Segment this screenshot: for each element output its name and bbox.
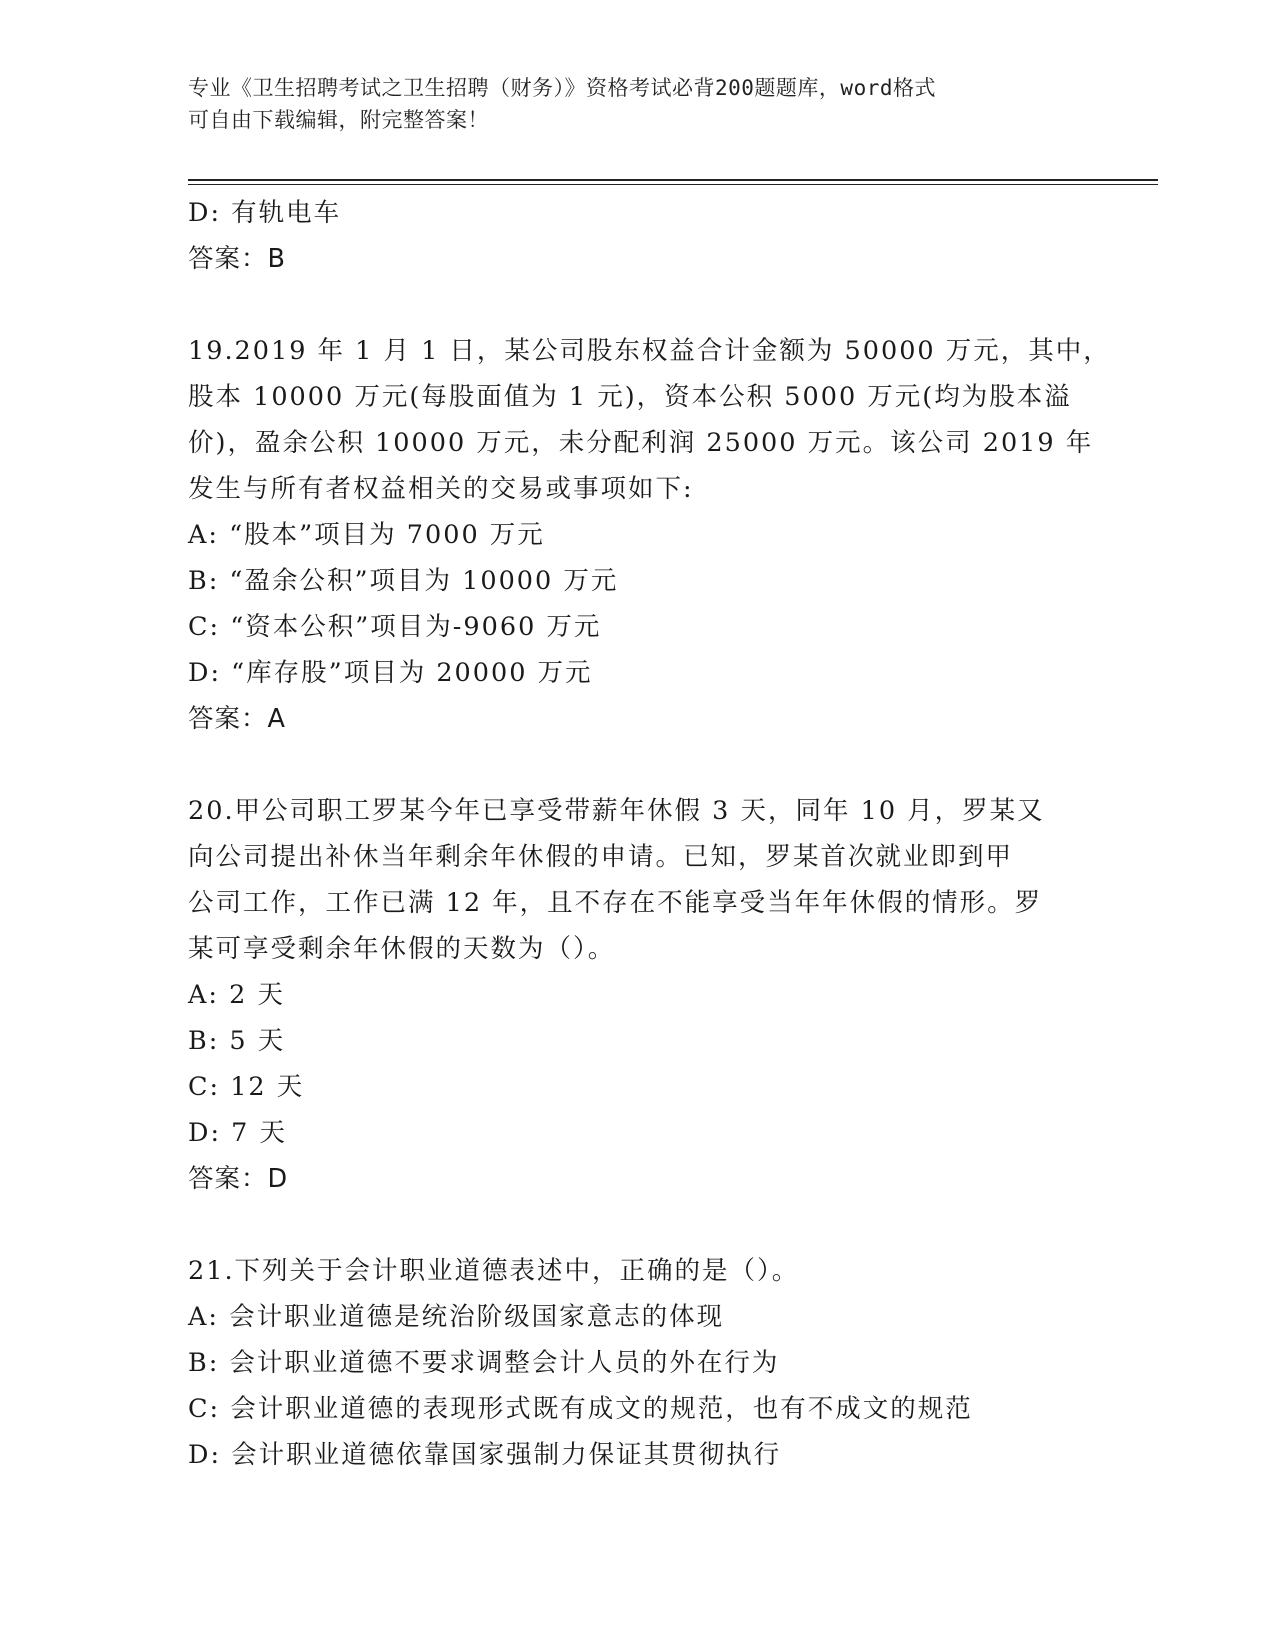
question-text-line: 股本 10000 万元(每股面值为 1 元)，资本公积 5000 万元(均为股本溢 — [188, 382, 1072, 412]
question-20 — [188, 788, 1088, 1202]
option-c: C: “资本公积”项目为-9060 万元 — [188, 612, 602, 642]
header-rule-thin — [188, 184, 1158, 185]
option-b: B: “盈余公积”项目为 10000 万元 — [188, 566, 619, 596]
question-19 — [188, 328, 1111, 742]
question-text-line: 20.甲公司职工罗某今年已享受带薪年休假 3 天，同年 10 月，罗某又 — [188, 796, 1045, 826]
question-text-line: 21.下列关于会计职业道德表述中，正确的是（）。 — [188, 1256, 800, 1286]
option-a: A: 会计职业道德是统治阶级国家意志的体现 — [188, 1302, 725, 1332]
option-d: D: 有轨电车 — [188, 198, 342, 228]
question-text-line: 向公司提出补休当年剩余年休假的申请。已知，罗某首次就业即到甲 — [188, 842, 1014, 872]
answer-label: 答案：B — [188, 244, 286, 274]
question-21 — [188, 1248, 1088, 1478]
option-b: B: 5 天 — [188, 1026, 286, 1056]
option-b: B: 会计职业道德不要求调整会计人员的外在行为 — [188, 1348, 780, 1378]
answer-label: 答案：A — [188, 704, 286, 734]
option-a: A: 2 天 — [188, 980, 285, 1010]
option-c: C: 会计职业道德的表现形式既有成文的规范，也有不成文的规范 — [188, 1394, 973, 1424]
answer-label: 答案：D — [188, 1164, 289, 1194]
question-text-line: 某可享受剩余年休假的天数为（）。 — [188, 934, 616, 964]
option-d: D: 会计职业道德依靠国家强制力保证其贯彻执行 — [188, 1440, 782, 1470]
header-line-2: 可自由下载编辑，附完整答案！ — [188, 108, 489, 132]
question-text-line: 19.2019 年 1 月 1 日，某公司股东权益合计金额为 50000 万元，其中， — [188, 336, 1111, 366]
header-rule-thick — [188, 179, 1158, 181]
question-text-line: 公司工作，工作已满 12 年，且不存在不能享受当年年休假的情形。罗 — [188, 888, 1043, 918]
option-d: D: 7 天 — [188, 1118, 287, 1148]
question-text-line: 价)，盈余公积 10000 万元，未分配利润 25000 万元。该公司 2019 年 — [188, 428, 1094, 458]
document-header — [188, 72, 1088, 136]
header-line-1: 专业《卫生招聘考试之卫生招聘（财务）》资格考试必背200题题库，word格式 — [188, 76, 936, 100]
option-d: D: “库存股”项目为 20000 万元 — [188, 658, 593, 688]
question-content — [188, 190, 1111, 1478]
option-c: C: 12 天 — [188, 1072, 305, 1102]
option-a: A: “股本”项目为 7000 万元 — [188, 520, 545, 550]
question-text-line: 发生与所有者权益相关的交易或事项如下: — [188, 474, 694, 504]
previous-question-tail — [188, 190, 1088, 282]
